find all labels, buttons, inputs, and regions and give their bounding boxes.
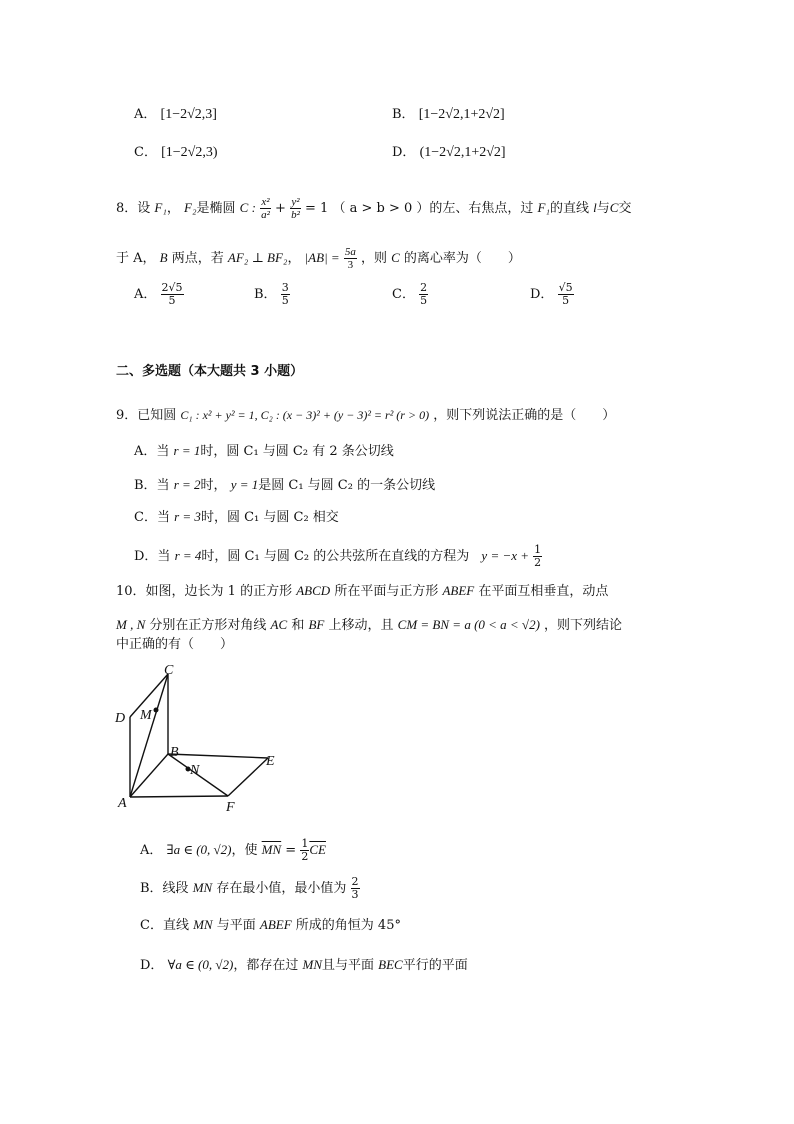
option-label: A．: [134, 107, 157, 122]
option-label: C．直线: [140, 918, 189, 933]
denominator: 2: [301, 850, 309, 863]
focus-f1: F₁: [537, 200, 550, 215]
vector-mn: $\overline{MN}$: [261, 842, 282, 857]
q8-line-1: [116, 196, 631, 221]
option-text: ，使: [231, 843, 258, 858]
forall-condition: ∀a ∈ (0, √2): [167, 957, 234, 972]
label-n: N: [190, 763, 200, 778]
circle-equations: C₁ : x² + y² = 1, C₂ : (x − 3)² + (y − 3)² = r² (r > 0): [180, 408, 430, 422]
chord-fraction: [533, 544, 542, 569]
vector-ce: $\overline{CE}$: [309, 842, 326, 857]
label-e: E: [266, 754, 275, 769]
edge-af: [130, 796, 228, 797]
option-label: A．当: [134, 444, 170, 459]
q8-option-c: [392, 282, 428, 307]
option-fraction: [558, 282, 574, 307]
q9-stem: [116, 406, 615, 425]
q9-text: 9．已知圆: [116, 408, 177, 423]
edge-be: [168, 754, 268, 758]
label-f: F: [226, 800, 235, 812]
chord-equation: y = −x +: [481, 548, 530, 563]
q8-condition: （ a > b > 0 ）的左、右焦点，过: [332, 201, 534, 216]
q10-line-3: [116, 636, 233, 654]
q8-prefix: 8．设: [116, 201, 151, 216]
interval-expression: [1−2√2,1+2√2]: [418, 107, 505, 122]
option-text: 时，圆 C₁ 与圆 C₂ 有 2 条公切线: [200, 444, 394, 459]
point-b: B: [159, 250, 168, 265]
points-mn: M , N: [116, 617, 146, 632]
option-text: 时，圆 C₁ 与圆 C₂ 的公共弦所在直线的方程为: [201, 549, 470, 564]
option-text: 时，: [200, 478, 227, 493]
option-label: B．线段: [140, 881, 189, 896]
option-label: D．: [392, 145, 416, 160]
q9-text: ，则下列说法正确的是（ ）: [433, 408, 616, 423]
denominator: a²: [261, 209, 270, 221]
equals-one: = 1: [305, 201, 329, 216]
q10-option-d: [140, 956, 468, 975]
q9-option-c: [134, 508, 339, 527]
label-m: M: [140, 708, 152, 723]
perpendicular-condition: AF₂ ⊥ BF₂: [227, 250, 288, 265]
radius-condition: r = 2: [173, 477, 201, 492]
label-b: B: [170, 745, 179, 760]
option-text: 所成的角恒为 45°: [295, 918, 401, 933]
separator: ，: [287, 251, 301, 266]
option-text: 是圆 C₁ 与圆 C₂ 的一条公切线: [258, 478, 436, 493]
option-text: 平行的平面: [402, 958, 468, 973]
option-text: 且与平面: [322, 958, 375, 973]
q8-text: ，则: [360, 251, 387, 266]
q10-text: 在平面互相垂直，动点: [478, 584, 609, 599]
option-label: C．: [392, 287, 415, 302]
geometry-figure: [110, 662, 290, 812]
focus-f1: F₁: [154, 200, 167, 215]
ellipse-y-term: [290, 196, 301, 221]
interval-expression: (1−2√2,1+2√2]: [419, 145, 506, 160]
q7-option-b: [392, 106, 505, 124]
option-label: B．当: [134, 478, 170, 493]
q8-text: 的离心率为（ ）: [403, 251, 521, 266]
q8-option-d: [530, 282, 574, 307]
q8-option-b: [254, 282, 290, 307]
ab-length: |AB| =: [304, 250, 340, 265]
exists-condition: ∃a ∈ (0, √2): [166, 842, 232, 857]
option-label: D．: [140, 958, 164, 973]
square-abcd: ABCD: [296, 583, 331, 598]
q9-option-a: [134, 442, 394, 461]
line-equation: y = 1: [230, 477, 259, 492]
focus-f2: F₂: [184, 200, 197, 215]
segment-mn: MN: [192, 880, 213, 895]
label-a: A: [118, 796, 127, 811]
q10-text: 所在平面与正方形: [334, 584, 439, 599]
numerator: 5a: [344, 246, 356, 258]
option-label: B．: [254, 287, 277, 302]
denominator: 3: [347, 259, 354, 271]
denominator: 5: [281, 294, 289, 307]
q9-option-b: [134, 476, 435, 495]
plus-sign: +: [275, 201, 286, 216]
q10-text: ，则下列结论: [544, 618, 623, 633]
min-value-fraction: [351, 876, 360, 901]
ellipse-x-term: [260, 196, 271, 221]
equals-sign: =: [285, 843, 297, 858]
line-mn: MN: [302, 957, 322, 972]
option-label: A．: [140, 843, 163, 858]
diagonal-ac: AC: [270, 617, 288, 632]
q10-text: 10．如图，边长为 1 的正方形: [116, 584, 293, 599]
denominator: b²: [291, 209, 300, 221]
q10-line-2: [116, 616, 622, 635]
square-abef: ABEF: [442, 583, 475, 598]
option-label: D．: [530, 287, 554, 302]
denominator: 5: [168, 294, 176, 307]
plane-abef: ABEF: [259, 917, 292, 932]
numerator: 2: [420, 281, 428, 294]
radius-condition: r = 4: [174, 548, 202, 563]
q8-text: 于 A，: [116, 251, 156, 266]
edge-ab: [130, 754, 168, 797]
q9-option-d: [134, 544, 542, 569]
distance-condition: CM = BN = a (0 < a < √2): [397, 617, 540, 632]
q8-text: 与: [596, 201, 610, 216]
label-d: D: [115, 711, 126, 726]
line-mn: MN: [193, 917, 213, 932]
q8-option-a: [134, 282, 184, 307]
point-m: [154, 708, 159, 713]
q7-option-d: [392, 144, 506, 162]
numerator: 2: [351, 875, 359, 888]
curve-c: C: [609, 200, 619, 215]
q10-line-1: [116, 582, 608, 601]
edge-ef: [228, 758, 268, 796]
option-text: 存在最小值，最小值为: [216, 881, 347, 896]
numerator: 3: [281, 281, 289, 294]
section-heading: 二、多选题（本大题共 3 小题）: [116, 364, 304, 379]
option-label: B．: [392, 107, 415, 122]
radius-condition: r = 1: [173, 443, 201, 458]
q10-text: 和: [291, 618, 305, 633]
numerator: 1: [301, 837, 309, 850]
plane-bec: BEC: [378, 957, 403, 972]
radius-condition: r = 3: [174, 509, 201, 524]
q10-option-c: [140, 916, 401, 935]
option-fraction: [419, 282, 428, 307]
q10-text: 中正确的有（ ）: [116, 637, 234, 652]
option-text: 与平面: [216, 918, 256, 933]
denominator: 5: [562, 294, 570, 307]
q8-text: 两点，若: [171, 251, 224, 266]
denominator: 3: [351, 888, 359, 901]
option-label: A．: [134, 287, 157, 302]
numerator: √5: [558, 281, 573, 294]
option-label: C．当: [134, 510, 170, 525]
figure-svg: [110, 662, 290, 812]
q10-option-b: [140, 876, 360, 901]
ab-fraction: [344, 246, 357, 271]
numerator: 1: [534, 543, 542, 556]
q8-text: 是椭圆: [196, 201, 236, 216]
q8-text: 交: [618, 201, 632, 216]
curve-c: C: [391, 250, 400, 265]
q8-line-2: [116, 246, 521, 271]
numerator: x²: [261, 196, 270, 208]
option-label: C．: [134, 145, 157, 160]
option-text: 时，圆 C₁ 与圆 C₂ 相交: [200, 510, 339, 525]
separator: ，: [166, 201, 180, 216]
numerator: 2√5: [161, 281, 183, 294]
option-label: D．当: [134, 549, 171, 564]
q7-option-a: [134, 106, 217, 124]
label-c: C: [164, 663, 174, 678]
q10-text: 分别在正方形对角线: [149, 618, 267, 633]
diagonal-bf: BF: [308, 617, 325, 632]
q10-text: 上移动，且: [328, 618, 394, 633]
diagonal-ac: [130, 674, 168, 797]
interval-expression: [1−2√2,3): [161, 145, 218, 160]
line-l: l: [593, 200, 597, 215]
q7-option-c: [134, 144, 218, 162]
numerator: y²: [291, 196, 300, 208]
option-fraction: [161, 282, 184, 307]
q8-text: 的直线: [550, 201, 590, 216]
ellipse-name: C :: [239, 200, 256, 215]
option-fraction: [281, 282, 290, 307]
half-fraction: [300, 838, 309, 863]
denominator: 2: [534, 556, 542, 569]
denominator: 5: [420, 294, 428, 307]
option-text: ，都存在过: [233, 958, 299, 973]
q10-option-a: [140, 838, 326, 863]
interval-expression: [1−2√2,3]: [160, 107, 217, 122]
